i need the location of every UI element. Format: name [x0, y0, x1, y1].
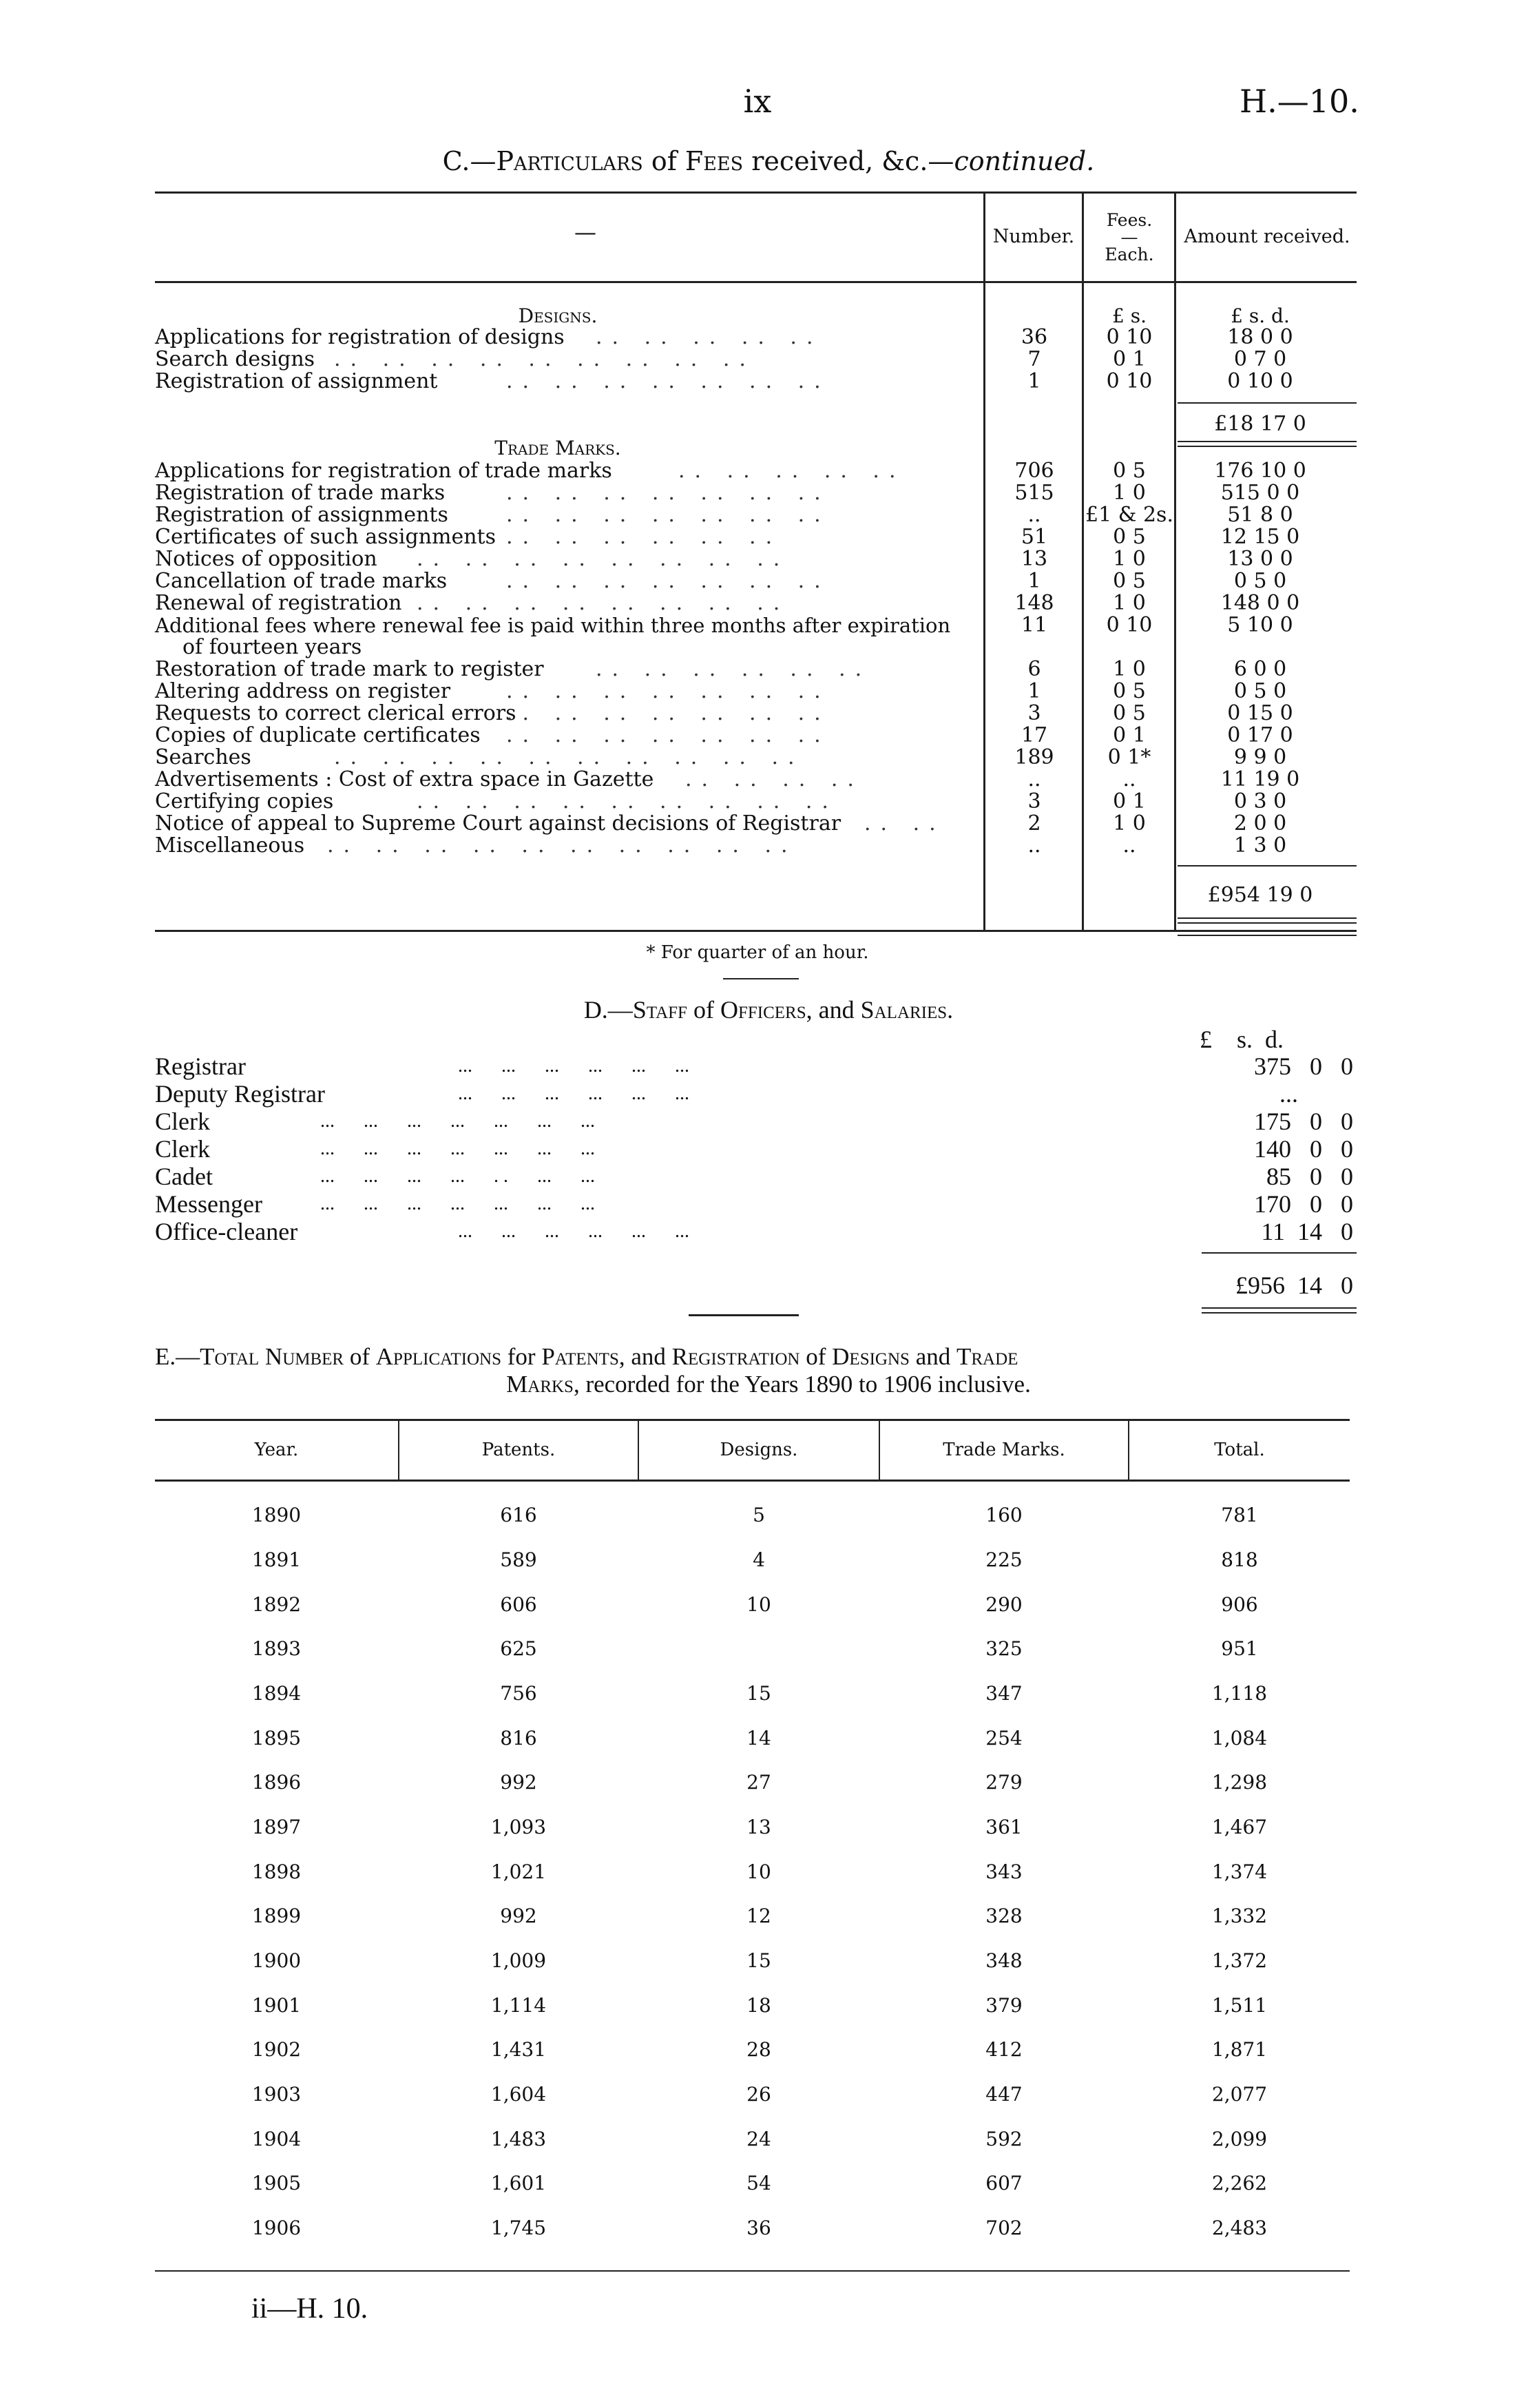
- table-c-header-rule: [155, 281, 1357, 283]
- grand-total-rule: [1178, 865, 1357, 866]
- table-row: [155, 769, 1357, 791]
- row-number: 1: [1027, 679, 1041, 703]
- table-row: [0, 1725, 1537, 1752]
- total-cell: 951: [1221, 1637, 1258, 1660]
- trade-marks-cell: 348: [985, 1949, 1023, 1972]
- designs-cell: 36: [746, 2217, 771, 2239]
- row-number: 148: [1014, 591, 1054, 615]
- row-number: 36: [1021, 325, 1048, 349]
- row-fee: 0 5: [1113, 525, 1146, 549]
- patents-cell: 1,093: [490, 1816, 547, 1838]
- table-row: [0, 1546, 1537, 1574]
- row-amount: 176 10 0: [1214, 459, 1306, 483]
- row-fee: 1 0: [1113, 657, 1146, 681]
- patents-cell: 606: [500, 1593, 537, 1616]
- row-label: Certificates of such assignments: [155, 525, 496, 549]
- row-label: Certifying copies: [155, 789, 334, 813]
- row-number: 51: [1021, 525, 1048, 549]
- row-leader: ... ... ... ... ... ...: [458, 1083, 689, 1104]
- year-cell: 1892: [251, 1593, 302, 1616]
- section-e-title-line2: Marks, recorded for the Years 1890 to 1906 inclusive.: [506, 1371, 1031, 1398]
- row-leader: .. .. .. .. .. .. ..: [506, 723, 830, 747]
- salary-units: £ s. d.: [1200, 1026, 1284, 1053]
- row-leader: .. .. .. .. .. .. .. ..: [417, 547, 790, 571]
- row-fee: 0 1: [1113, 789, 1146, 813]
- patents-cell: 992: [500, 1904, 537, 1927]
- row-amount: 18 0 0: [1227, 325, 1293, 349]
- section-d-title: D.—Staff of Officers, and Salaries.: [583, 996, 954, 1024]
- patents-cell: 756: [500, 1682, 537, 1705]
- row-leader: .. .. .. .. .. .. ..: [506, 679, 830, 703]
- row-label: Restoration of trade mark to register: [155, 657, 544, 681]
- row-amount: 13 0 0: [1227, 547, 1293, 571]
- row-fee: 0 1: [1113, 347, 1146, 371]
- row-fee: 1 0: [1113, 481, 1146, 505]
- total-cell: 2,099: [1211, 2128, 1268, 2150]
- designs-cell: 54: [746, 2172, 771, 2194]
- row-label: Searches: [155, 745, 251, 769]
- staff-salary: ...: [1279, 1080, 1298, 1108]
- table-row: [155, 813, 1357, 835]
- table-row: [155, 548, 1357, 570]
- row-fee: 0 1*: [1107, 745, 1151, 769]
- year-cell: 1891: [251, 1548, 302, 1571]
- designs-cell: 15: [746, 1949, 771, 1972]
- row-number: 6: [1027, 657, 1041, 681]
- total-cell: 1,118: [1211, 1682, 1268, 1705]
- table-row: [155, 636, 1357, 658]
- staff-title: Registrar: [155, 1052, 246, 1080]
- row-leader: ... ... ... ... . . ... ...: [320, 1165, 595, 1187]
- table-row: [0, 2214, 1537, 2242]
- row-fee: 1 0: [1113, 811, 1146, 835]
- row-amount: 0 7 0: [1233, 347, 1287, 371]
- row-label: Additional fees where renewal fee is paid within three months after expiration: [155, 614, 951, 637]
- table-row: [155, 349, 1357, 371]
- patents-cell: 1,431: [490, 2038, 547, 2061]
- row-fee: 1 0: [1113, 547, 1146, 571]
- list-item: [155, 1135, 1367, 1163]
- row-leader: ... ... ... ... ... ...: [458, 1055, 689, 1077]
- table-row: [0, 2126, 1537, 2153]
- row-number: 189: [1014, 745, 1054, 769]
- trade-marks-cell: 325: [985, 1637, 1023, 1660]
- row-amount: 0 5 0: [1233, 679, 1287, 703]
- row-leader: .. .. .. ..: [685, 767, 864, 791]
- trade-marks-cell: 412: [985, 2038, 1023, 2061]
- table-e-top-rule: [155, 1419, 1350, 1421]
- footnote: * For quarter of an hour.: [646, 942, 869, 963]
- table-row: [155, 460, 1357, 482]
- table-e-bottom-rule: [155, 2270, 1350, 2272]
- trade-marks-cell: 254: [985, 1727, 1023, 1750]
- staff-title: Office-cleaner: [155, 1218, 298, 1245]
- trade-marks-cell: 279: [985, 1771, 1023, 1794]
- row-label: Notices of opposition: [155, 547, 377, 571]
- column-header-designs: Designs.: [720, 1440, 798, 1460]
- table-row: [155, 526, 1357, 548]
- table-row: [155, 482, 1357, 504]
- trade-marks-cell: 607: [985, 2172, 1023, 2194]
- row-amount: 12 15 0: [1220, 525, 1300, 549]
- staff-salary: 11 14 0: [1261, 1218, 1353, 1245]
- designs-cell: 14: [746, 1727, 771, 1750]
- salaries-total-rule: [1202, 1307, 1357, 1309]
- designs-cell: 15: [746, 1682, 771, 1705]
- row-fee: 0 10: [1106, 613, 1153, 637]
- year-cell: 1901: [251, 1994, 302, 2017]
- row-amount: 6 0 0: [1233, 657, 1287, 681]
- trade-marks-cell: 361: [985, 1816, 1023, 1838]
- table-c-bottom-rule: [155, 930, 1357, 932]
- year-cell: 1897: [251, 1816, 302, 1838]
- table-row: [0, 1635, 1537, 1663]
- document-reference: H.—10.: [1240, 83, 1359, 120]
- row-amount: 0 17 0: [1227, 723, 1293, 747]
- patents-cell: 625: [500, 1637, 537, 1660]
- staff-salary: 170 0 0: [1254, 1190, 1353, 1218]
- table-row: [155, 747, 1357, 769]
- patents-cell: 1,114: [490, 1994, 547, 2017]
- list-item: [155, 1052, 1367, 1080]
- salaries-total-rule: [1202, 1312, 1357, 1314]
- trade-marks-cell: 447: [985, 2083, 1023, 2106]
- designs-cell: 5: [753, 1504, 765, 1526]
- table-row: [0, 2170, 1537, 2197]
- table-c-top-rule: [155, 191, 1357, 194]
- total-cell: 2,483: [1211, 2217, 1268, 2239]
- trade-marks-cell: 347: [985, 1682, 1023, 1705]
- row-number: 11: [1021, 613, 1048, 637]
- list-item: [155, 1108, 1367, 1135]
- row-number: 7: [1027, 347, 1041, 371]
- staff-title: Clerk: [155, 1108, 210, 1135]
- row-leader: .. .. .. .. .. ..: [596, 657, 872, 681]
- row-amount: 0 5 0: [1233, 569, 1287, 593]
- row-label: Registration of assignments: [155, 503, 448, 527]
- designs-total-rule: [1178, 441, 1357, 442]
- column-header-fees-dash: —: [1120, 227, 1138, 247]
- patents-cell: 1,483: [490, 2128, 547, 2150]
- salaries-total: £956 14 0: [1235, 1272, 1353, 1299]
- patents-cell: 1,604: [490, 2083, 547, 2106]
- column-header-patents: Patents.: [481, 1440, 556, 1460]
- designs-subtotal-rule: [1178, 402, 1357, 404]
- total-cell: 1,298: [1211, 1771, 1268, 1794]
- row-number: 2: [1027, 811, 1041, 835]
- fees-grand-total: £954 19 0: [1207, 883, 1313, 907]
- column-header-particulars: —: [574, 219, 596, 245]
- table-row: [155, 835, 1357, 857]
- staff-title: Clerk: [155, 1135, 210, 1163]
- year-cell: 1898: [251, 1860, 302, 1883]
- table-row: [155, 592, 1357, 614]
- row-fee: ..: [1122, 767, 1136, 791]
- row-label: Registration of trade marks: [155, 481, 446, 505]
- total-cell: 1,372: [1211, 1949, 1268, 1972]
- table-row: [0, 1680, 1537, 1708]
- table-row: [155, 725, 1357, 747]
- staff-salary: 140 0 0: [1254, 1135, 1353, 1163]
- row-amount: 51 8 0: [1227, 503, 1293, 527]
- year-cell: 1904: [251, 2128, 302, 2150]
- designs-cell: 26: [746, 2083, 771, 2106]
- column-header-year: Year.: [254, 1440, 299, 1460]
- designs-total: £18 17 0: [1214, 412, 1306, 436]
- column-header-trade-marks: Trade Marks.: [943, 1440, 1065, 1460]
- row-fee: 0 5: [1113, 701, 1146, 725]
- table-row: [0, 1858, 1537, 1886]
- table-row: [0, 1814, 1537, 1841]
- table-row: [155, 791, 1357, 813]
- table-row: [155, 681, 1357, 703]
- row-leader: .. .. .. .. .. .. ..: [506, 481, 830, 505]
- year-cell: 1902: [251, 2038, 302, 2061]
- designs-cell: 13: [746, 1816, 771, 1838]
- footer-reference: ii—H. 10.: [251, 2293, 368, 2325]
- row-amount: 0 10 0: [1227, 369, 1293, 393]
- salaries-subtotal-rule: [1202, 1252, 1357, 1254]
- patents-cell: 816: [500, 1727, 537, 1750]
- total-cell: 1,467: [1211, 1816, 1268, 1838]
- column-header-each: Each.: [1105, 245, 1154, 264]
- row-fee: ..: [1122, 833, 1136, 858]
- section-divider: [723, 978, 799, 979]
- table-row: [155, 504, 1357, 526]
- total-cell: 1,511: [1211, 1994, 1268, 2017]
- row-leader: .. .. .. .. ..: [678, 459, 906, 483]
- row-fee: 0 5: [1113, 679, 1146, 703]
- patents-cell: 1,021: [490, 1860, 547, 1883]
- designs-cell: 24: [746, 2128, 771, 2150]
- designs-cell: 10: [746, 1593, 771, 1616]
- row-label: Notice of appeal to Supreme Court against decisions of Registrar: [155, 811, 841, 835]
- row-label: Applications for registration of designs: [155, 325, 565, 349]
- row-leader: .. .. .. .. .. .. ..: [506, 503, 830, 527]
- table-row: [0, 1992, 1537, 2020]
- year-cell: 1896: [251, 1771, 302, 1794]
- table-row: [155, 658, 1357, 681]
- total-cell: 1,871: [1211, 2038, 1268, 2061]
- trade-marks-cell: 343: [985, 1860, 1023, 1883]
- row-label: Applications for registration of trade marks: [155, 459, 612, 483]
- staff-salary: 375 0 0: [1254, 1052, 1353, 1080]
- row-fee: 1 0: [1113, 591, 1146, 615]
- row-fee: 0 1: [1113, 723, 1146, 747]
- row-amount: 0 15 0: [1227, 701, 1293, 725]
- row-label: Search designs: [155, 347, 315, 371]
- fees-units: £ s.: [1112, 304, 1147, 327]
- table-row: [0, 1502, 1537, 1529]
- designs-total-rule: [1178, 446, 1357, 447]
- trade-marks-cell: 328: [985, 1904, 1023, 1927]
- total-cell: 781: [1221, 1504, 1258, 1526]
- patents-cell: 589: [500, 1548, 537, 1571]
- row-fee: 0 10: [1106, 325, 1153, 349]
- designs-cell: 18: [746, 1994, 771, 2017]
- row-label: Cancellation of trade marks: [155, 569, 448, 593]
- table-row: [0, 2036, 1537, 2064]
- grand-total-rule: [1178, 917, 1357, 919]
- staff-salary: 175 0 0: [1254, 1108, 1353, 1135]
- row-leader: ... ... ... ... ... ... ...: [320, 1110, 595, 1132]
- table-row: [0, 1902, 1537, 1930]
- table-row: [155, 703, 1357, 725]
- staff-salary: 85 0 0: [1266, 1163, 1353, 1190]
- amount-units: £ s. d.: [1231, 304, 1290, 327]
- designs-cell: 27: [746, 1771, 771, 1794]
- list-item: [155, 1080, 1367, 1108]
- row-number: 515: [1014, 481, 1054, 505]
- trade-marks-cell: 379: [985, 1994, 1023, 2017]
- patents-cell: 1,745: [490, 2217, 547, 2239]
- patents-cell: 992: [500, 1771, 537, 1794]
- table-e-header-rule: [155, 1480, 1350, 1482]
- column-header-fees: Fees.: [1106, 210, 1153, 230]
- staff-title: Messenger: [155, 1190, 262, 1218]
- row-leader: .. .. .. .. .. .. .. .. .. ..: [327, 833, 797, 858]
- column-header-total: Total.: [1214, 1440, 1265, 1460]
- designs-heading: Designs.: [518, 304, 598, 327]
- row-amount: 0 3 0: [1233, 789, 1287, 813]
- row-number: 3: [1027, 701, 1041, 725]
- section-c-title: C.—Particulars of Fees received, &c.—continued.: [442, 146, 1095, 176]
- row-leader: .. .. .. .. .. .. .. .. ..: [334, 347, 755, 371]
- list-item: [155, 1218, 1367, 1245]
- row-fee: £1 & 2s.: [1085, 503, 1173, 527]
- row-label: Advertisements : Cost of extra space in Gazette: [155, 767, 654, 791]
- year-cell: 1893: [251, 1637, 302, 1660]
- row-leader: ... ... ... ... ... ...: [458, 1221, 689, 1242]
- row-amount: 1 3 0: [1233, 833, 1287, 858]
- trade-marks-cell: 702: [985, 2217, 1023, 2239]
- patents-cell: 1,601: [490, 2172, 547, 2194]
- patents-cell: 616: [500, 1504, 537, 1526]
- total-cell: 1,084: [1211, 1727, 1268, 1750]
- row-fee: 0 5: [1113, 569, 1146, 593]
- row-leader: ... ... ... ... ... ... ...: [320, 1193, 595, 1214]
- row-label: Copies of duplicate certificates: [155, 723, 481, 747]
- total-cell: 818: [1221, 1548, 1258, 1571]
- total-cell: 2,077: [1211, 2083, 1268, 2106]
- year-cell: 1899: [251, 1904, 302, 1927]
- row-label: Miscellaneous: [155, 833, 305, 858]
- row-amount: 9 9 0: [1233, 745, 1287, 769]
- trade-marks-cell: 225: [985, 1548, 1023, 1571]
- grand-total-rule: [1178, 922, 1357, 924]
- designs-cell: 10: [746, 1860, 771, 1883]
- year-cell: 1903: [251, 2083, 302, 2106]
- row-number: 13: [1021, 547, 1048, 571]
- designs-cell: 28: [746, 2038, 771, 2061]
- row-fee: 0 5: [1113, 459, 1146, 483]
- row-leader: .. .. .. .. .. ..: [506, 525, 782, 549]
- column-header-amount: Amount received.: [1184, 226, 1350, 247]
- table-row: [155, 326, 1357, 349]
- trade-marks-cell: 290: [985, 1593, 1023, 1616]
- row-fee: 0 10: [1106, 369, 1153, 393]
- section-e-title-line1: E.—Total Number of Applications for Patents, and Registration of Designs and Trade: [155, 1343, 1018, 1370]
- row-number: 17: [1021, 723, 1048, 747]
- year-cell: 1894: [251, 1682, 302, 1705]
- row-leader: .. .. .. .. .. .. .. .. .. ..: [334, 745, 804, 769]
- row-leader: .. .. .. .. .. .. ..: [506, 569, 830, 593]
- table-row: [0, 1591, 1537, 1619]
- patents-cell: 1,009: [490, 1949, 547, 1972]
- row-leader: .. ..: [864, 811, 945, 835]
- table-row: [155, 570, 1357, 592]
- row-number: 706: [1014, 459, 1054, 483]
- table-row: [155, 371, 1357, 393]
- row-label: Renewal of registration: [155, 591, 402, 615]
- table-row: [0, 1769, 1537, 1796]
- row-label: Requests to correct clerical errors: [155, 701, 516, 725]
- total-cell: 1,332: [1211, 1904, 1268, 1927]
- row-amount: 515 0 0: [1220, 481, 1300, 505]
- row-number: 3: [1027, 789, 1041, 813]
- row-number: ..: [1027, 503, 1041, 527]
- designs-cell: 4: [753, 1548, 765, 1571]
- table-row: [155, 614, 1357, 636]
- row-leader: .. .. .. .. .. .. .. .. ..: [417, 789, 838, 813]
- column-header-number: Number.: [992, 226, 1075, 247]
- year-cell: 1905: [251, 2172, 302, 2194]
- page-number: ix: [743, 83, 772, 120]
- staff-title: Cadet: [155, 1163, 213, 1190]
- table-row: [0, 2081, 1537, 2108]
- row-label: Altering address on register: [155, 679, 451, 703]
- row-leader: ... ... ... ... ... ... ...: [320, 1138, 595, 1159]
- year-cell: 1890: [251, 1504, 302, 1526]
- grand-total-rule: [1178, 935, 1357, 936]
- row-number: ..: [1027, 833, 1041, 858]
- row-number: 1: [1027, 369, 1041, 393]
- year-cell: 1895: [251, 1727, 302, 1750]
- table-row: [0, 1947, 1537, 1975]
- section-divider: [689, 1314, 799, 1316]
- trade-marks-cell: 160: [985, 1504, 1023, 1526]
- trade-marks-cell: 592: [985, 2128, 1023, 2150]
- total-cell: 906: [1221, 1593, 1258, 1616]
- year-cell: 1900: [251, 1949, 302, 1972]
- row-label: of fourteen years: [182, 635, 362, 659]
- row-label: Registration of assignment: [155, 369, 438, 393]
- row-number: ..: [1027, 767, 1041, 791]
- total-cell: 2,262: [1211, 2172, 1268, 2194]
- row-amount: 148 0 0: [1220, 591, 1300, 615]
- row-leader: .. .. .. .. ..: [596, 325, 823, 349]
- row-amount: 2 0 0: [1233, 811, 1287, 835]
- total-cell: 1,374: [1211, 1860, 1268, 1883]
- row-leader: .. .. .. .. .. .. .. ..: [417, 591, 790, 615]
- designs-cell: 12: [746, 1904, 771, 1927]
- year-cell: 1906: [251, 2217, 302, 2239]
- list-item: [155, 1163, 1367, 1190]
- row-leader: .. .. .. .. .. .. ..: [506, 369, 830, 393]
- row-amount: 5 10 0: [1227, 613, 1293, 637]
- row-number: 1: [1027, 569, 1041, 593]
- list-item: [155, 1190, 1367, 1218]
- row-amount: 11 19 0: [1220, 767, 1300, 791]
- staff-title: Deputy Registrar: [155, 1080, 325, 1108]
- trade-marks-heading: Trade Marks.: [494, 437, 621, 459]
- row-leader: .. .. .. .. .. .. ..: [506, 701, 830, 725]
